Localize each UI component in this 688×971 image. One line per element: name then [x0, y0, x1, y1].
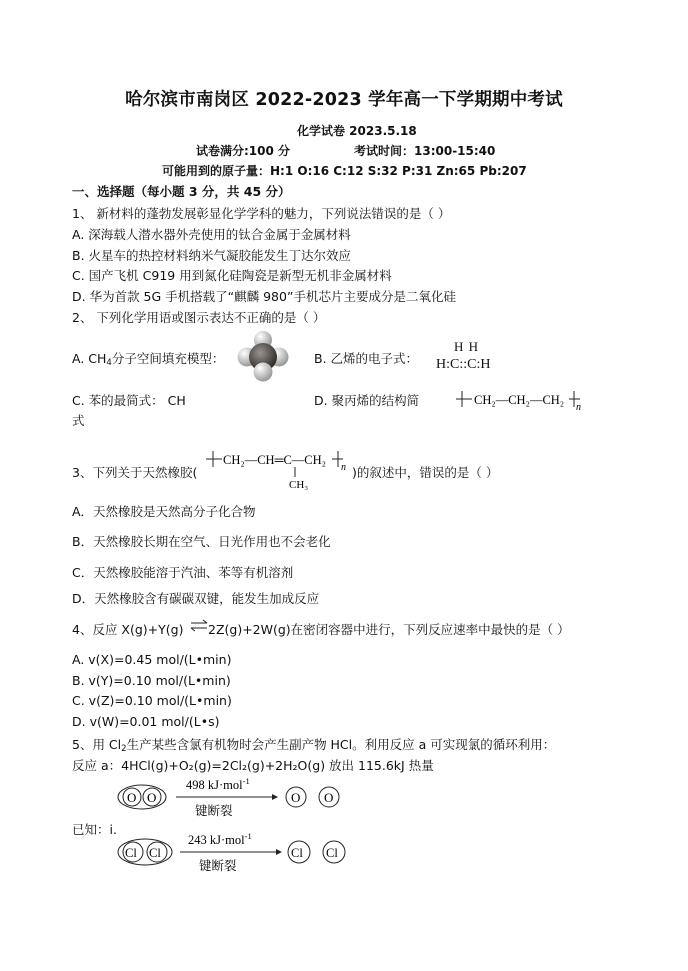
o2-energy: 498 kJ·mol$^{-1}$ — [186, 776, 250, 792]
o2-break-label: 键断裂 — [195, 804, 233, 818]
q3-stem-start: 3、下列关于天然橡胶( — [72, 465, 198, 480]
svg-text:O: O — [291, 790, 301, 805]
cl2-energy: 243 kJ·mol$^{-1}$ — [188, 831, 252, 847]
o2-bond-break-diagram — [118, 772, 348, 820]
cl2-bond-break-diagram — [118, 826, 358, 874]
q4-option-c: C. v(Z)=0.10 mol/(L•min) — [72, 693, 232, 708]
rubber-methyl: CH₃ — [289, 479, 309, 491]
polypropylene-chain: CH₂—CH₂—CH₂ — [474, 393, 565, 407]
q4-option-a: A. v(X)=0.45 mol/(L•min) — [72, 652, 232, 667]
q3-option-a: A．天然橡胶是天然高分子化合物 — [72, 504, 256, 519]
q3-stem-end: )的叙述中，错误的是（ ） — [352, 465, 499, 480]
natural-rubber-formula — [206, 448, 354, 490]
section-heading: 一、选择题（每小题 3 分，共 45 分） — [72, 184, 291, 199]
full-score: 试卷满分:100 分 — [196, 144, 291, 158]
q4-option-b: B. v(Y)=0.10 mol/(L•min) — [72, 673, 231, 688]
polypropylene-n: n — [576, 402, 581, 413]
polypropylene-formula — [456, 388, 586, 412]
q3-option-c: C．天然橡胶能溶于汽油、苯等有机溶剂 — [72, 565, 294, 580]
q3-option-b: B．天然橡胶长期在空气、日光作用也不会老化 — [72, 534, 331, 549]
q1-option-c: C. 国产飞机 C919 用到氮化硅陶瓷是新型无机非金属材料 — [72, 268, 392, 283]
q4-option-d: D. v(W)=0.01 mol/(L•s) — [72, 714, 220, 729]
q1-option-d: D. 华为首款 5G 手机搭载了“麒麟 980”手机芯片主要成分是二氧化硅 — [72, 289, 456, 304]
svg-text:Cl: Cl — [326, 846, 338, 860]
rubber-n: n — [341, 462, 346, 473]
svg-text:Cl: Cl — [125, 846, 137, 860]
q4-stem-start: 4、反应 X(g)+Y(g) — [72, 622, 184, 637]
svg-text:O: O — [147, 790, 157, 805]
q2-option-a: A. $CH_4$分子空间填充模型： — [72, 351, 225, 368]
exam-time: 考试时间：13:00-15:40 — [354, 144, 496, 158]
q1-stem: 1、 新材料的蓬勃发展彰显化学学科的魅力，下列说法错误的是（ ） — [72, 206, 451, 221]
reversible-arrow-icon — [190, 619, 208, 633]
atomic-masses: 可能用到的原子量：H:1 O:16 C:12 S:32 P:31 Zn:65 Pb:207 — [162, 164, 527, 178]
q2-option-d-wrap: 式 — [72, 413, 85, 428]
q5-reaction-a: 反应 a：4HCl(g)+O₂(g)=2Cl₂(g)+2H₂O(g) 放出 115.6kJ 热量 — [72, 758, 434, 773]
svg-text:Cl: Cl — [149, 846, 161, 860]
subject-date: 化学试卷 2023.5.18 — [297, 124, 417, 138]
q4-stem-end: 2Z(g)+2W(g)在密闭容器中进行，下列反应速率中最快的是（ ） — [208, 622, 570, 637]
q2-option-d: D. 聚丙烯的结构简 — [314, 393, 420, 408]
svg-text:Cl: Cl — [291, 846, 303, 860]
known-label: 已知：i. — [72, 822, 117, 837]
svg-text:O: O — [324, 790, 334, 805]
exam-title: 哈尔滨市南岗区 2022-2023 学年高一下学期期中考试 — [125, 90, 563, 110]
q2-stem: 2、 下列化学用语或图示表达不正确的是（ ） — [72, 310, 326, 325]
ch4-space-filling-model — [236, 330, 290, 382]
ethylene-formula-top: H H — [454, 339, 480, 354]
q1-option-a: A. 深海载人潜水器外壳使用的钛合金属于金属材料 — [72, 227, 351, 242]
svg-text:O: O — [127, 790, 137, 805]
q1-option-b: B. 火星车的热控材料纳米气凝胶能发生丁达尔效应 — [72, 248, 352, 263]
q3-option-d: D．天然橡胶含有碳碳双键，能发生加成反应 — [72, 591, 320, 606]
cl2-break-label: 键断裂 — [199, 859, 237, 873]
rubber-chain: CH₂—CH═C—CH₂ — [223, 453, 327, 467]
q2-option-b: B. 乙烯的电子式： — [314, 351, 419, 366]
q5-stem: 5、用 $Cl_2$生产某些含氯有机物时会产生副产物 HCl。利用反应 a 可实现氯的循环利用： — [72, 737, 556, 754]
q2-option-c: C. 苯的最简式： CH — [72, 393, 186, 408]
ethylene-electron-formula: H:C::C:H — [436, 357, 491, 372]
